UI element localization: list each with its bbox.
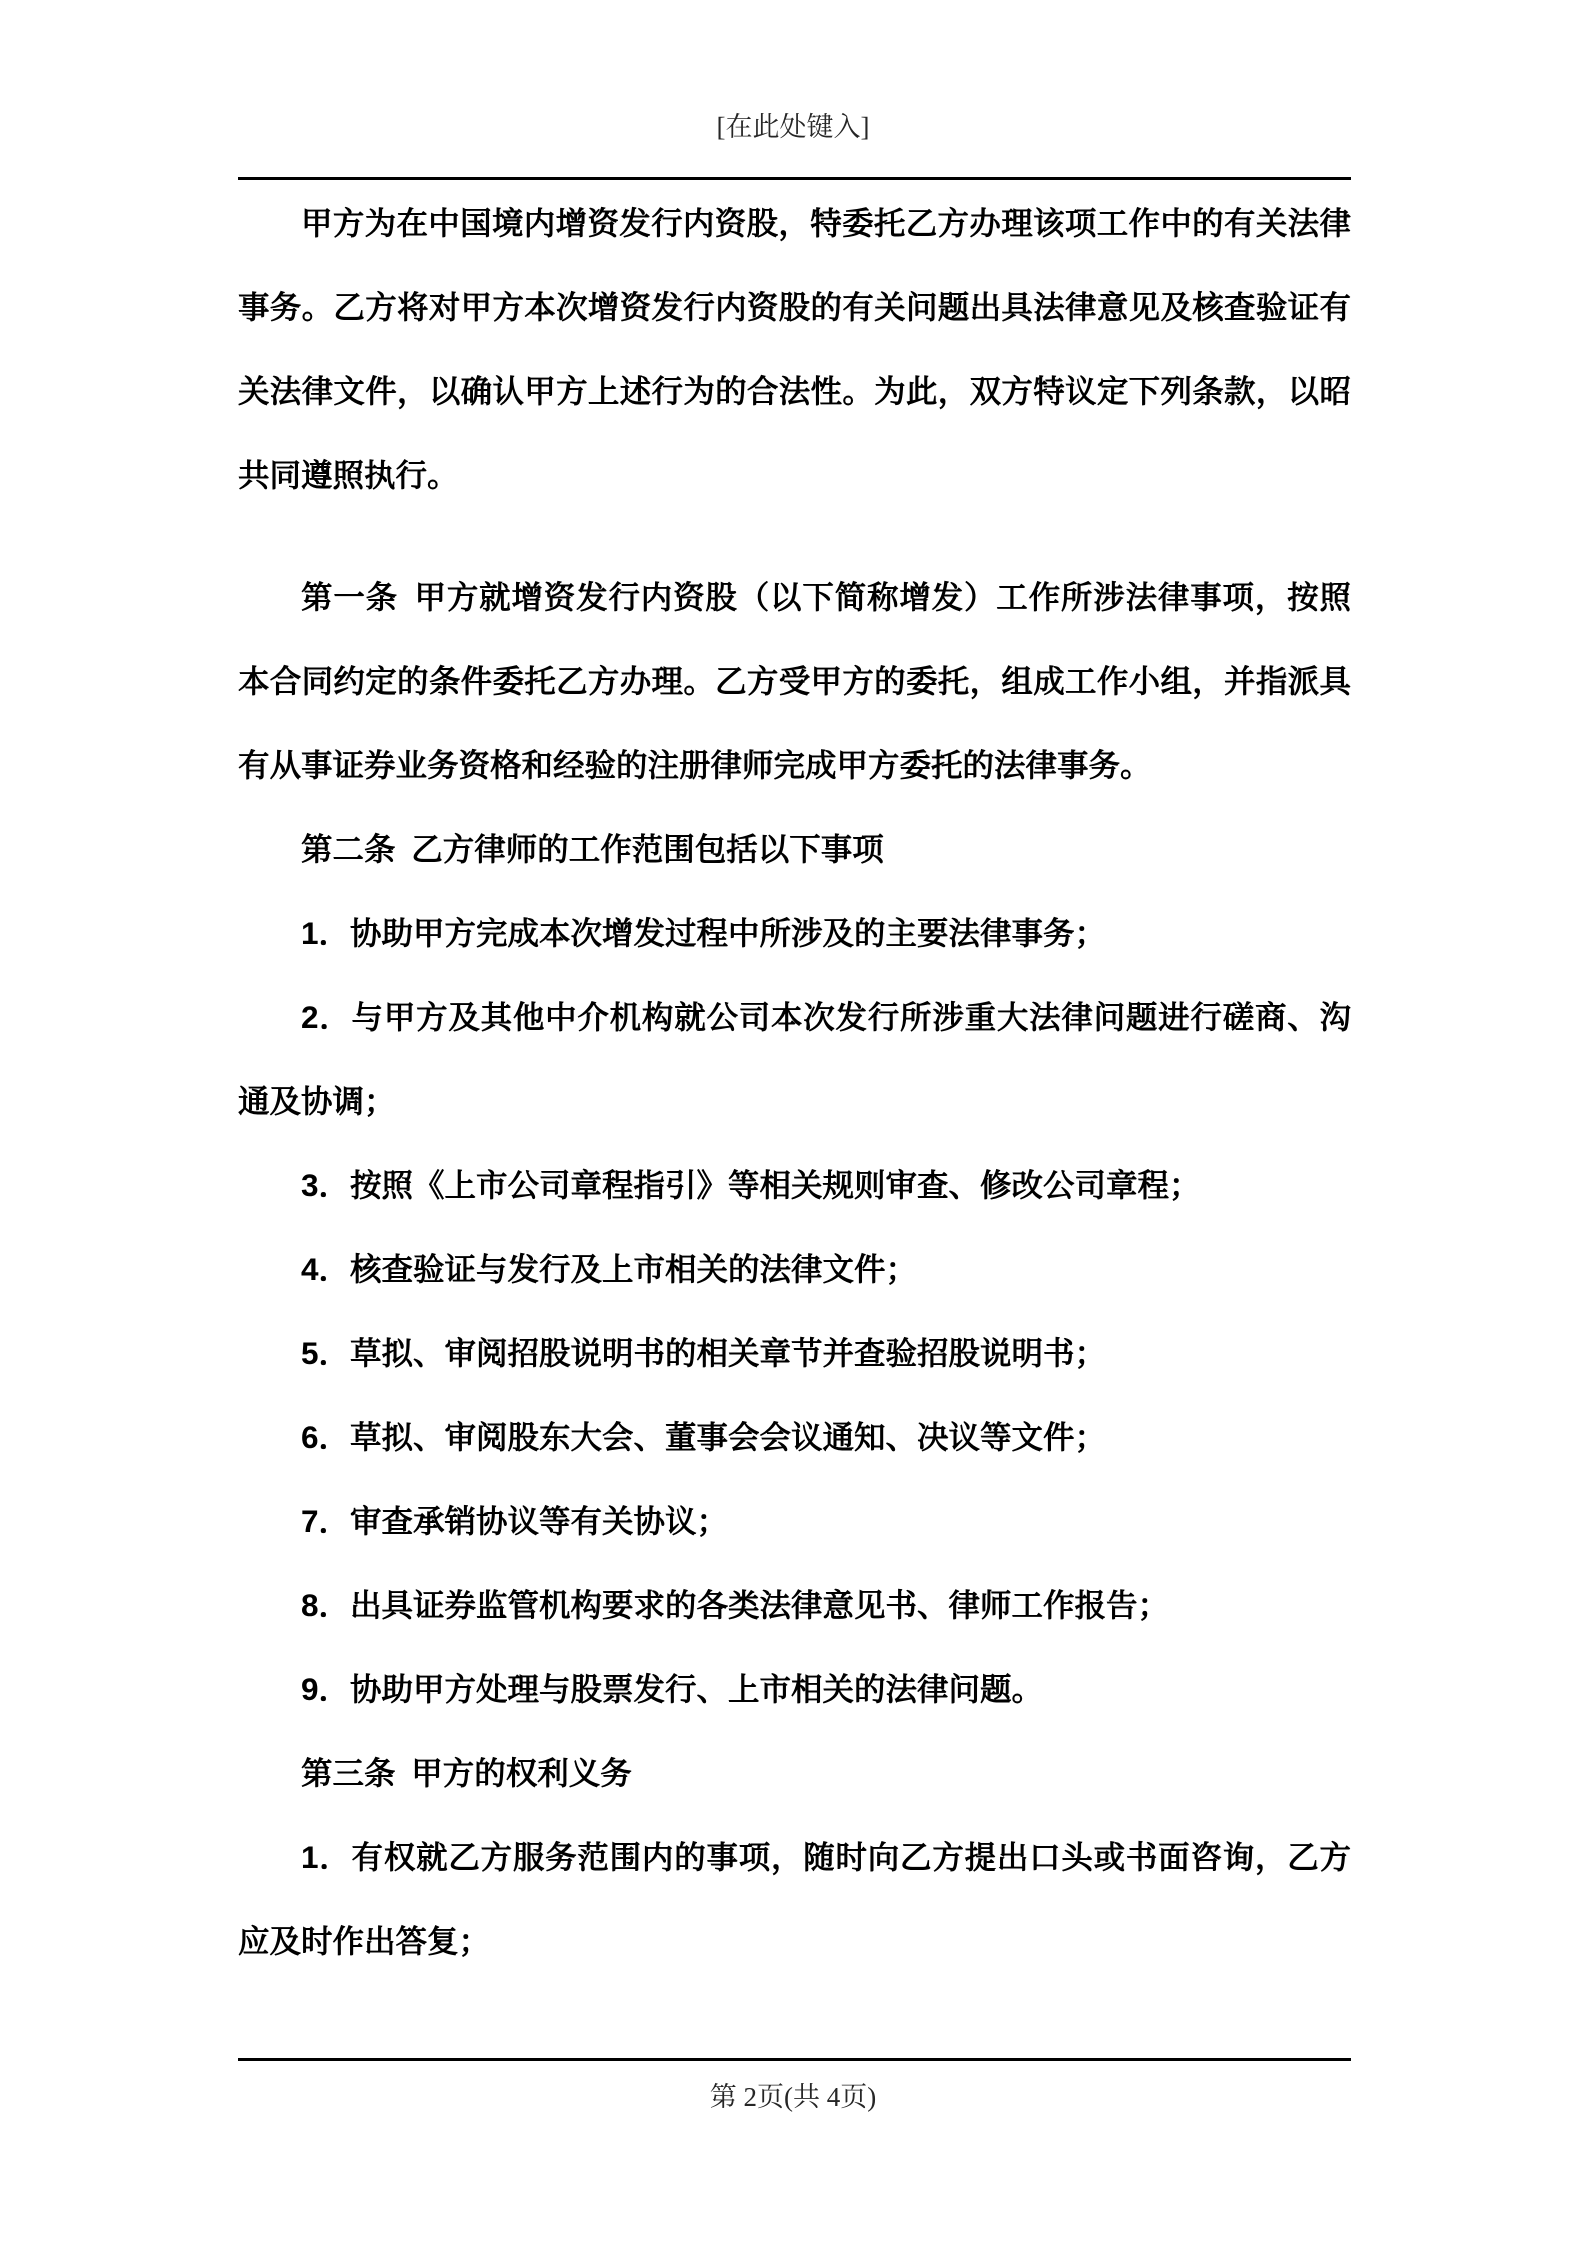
intro-paragraph[interactable]: 甲方为在中国境内增资发行内资股，特委托乙方办理该项工作中的有关法律事务。乙方将对甲方本次增资发行内资股的有关问题出具法律意见及核查验证有关法律文件，以确认甲方上述行为的合法性。为此，双方特议定下列条款，以昭共同遵照执行。 [238, 205, 1351, 493]
article-2-item-3[interactable]: 3．按照《上市公司章程指引》等相关规则审查、修改公司章程； [301, 1167, 1201, 1203]
article-1-paragraph[interactable]: 第一条 甲方就增资发行内资股（以下简称增发）工作所涉法律事项，按照本合同约定的条件委托乙方办理。乙方受甲方的委托，组成工作小组，并指派具有从事证券业务资格和经验的注册律师完成甲方委托的法律事务。 [238, 579, 1351, 783]
article-2-item-2[interactable]: 2．与甲方及其他中介机构就公司本次发行所涉重大法律问题进行磋商、沟通及协调； [238, 999, 1351, 1119]
article-2-item-4[interactable]: 4．核查验证与发行及上市相关的法律文件； [301, 1251, 918, 1287]
article-2-item-5[interactable]: 5．草拟、审阅招股说明书的相关章节并查验招股说明书； [301, 1335, 1107, 1371]
document-body [238, 181, 1351, 1983]
header-placeholder[interactable]: [在此处键入] [716, 112, 870, 142]
article-2-item-9[interactable]: 9．协助甲方处理与股票发行、上市相关的法律问题。 [301, 1671, 1044, 1707]
article-2-item-8[interactable]: 8．出具证券监管机构要求的各类法律意见书、律师工作报告； [301, 1587, 1170, 1623]
article-2-item-7[interactable]: 7．审查承销协议等有关协议； [301, 1503, 729, 1539]
footer-rule [238, 2058, 1351, 2061]
article-2-heading[interactable]: 第二条 乙方律师的工作范围包括以下事项 [301, 831, 884, 867]
article-2-item-1[interactable]: 1．协助甲方完成本次增发过程中所涉及的主要法律事务； [301, 915, 1107, 951]
header-rule [238, 177, 1351, 180]
article-3-item-1[interactable]: 1．有权就乙方服务范围内的事项，随时向乙方提出口头或书面咨询，乙方应及时作出答复； [238, 1839, 1351, 1959]
article-2-item-6[interactable]: 6．草拟、审阅股东大会、董事会会议通知、决议等文件； [301, 1419, 1107, 1455]
article-3-heading[interactable]: 第三条 甲方的权利义务 [301, 1755, 632, 1791]
page-number-indicator: 第 2页(共 4页) [709, 2082, 877, 2112]
